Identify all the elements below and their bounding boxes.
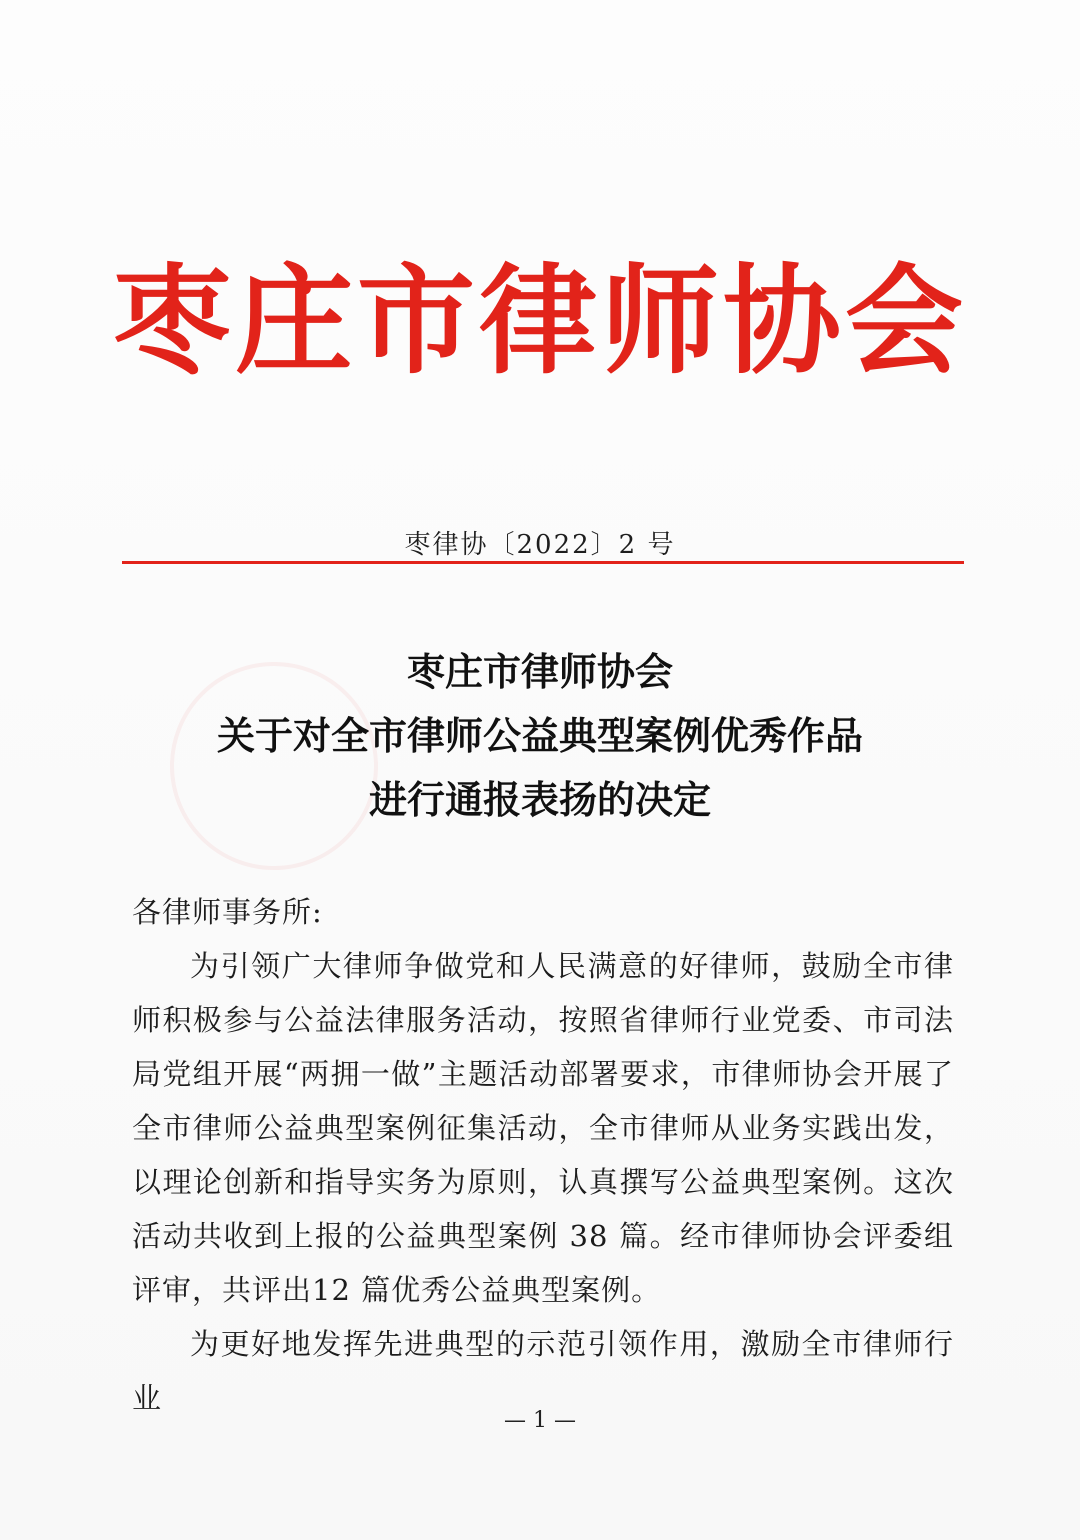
red-divider-line bbox=[122, 561, 964, 564]
document-number: 枣律协〔2022〕2 号 bbox=[404, 530, 676, 560]
paragraph-2: 为更好地发挥先进典型的示范引领作用，激励全市律师行业 bbox=[132, 1327, 954, 1415]
salutation: 各律师事务所: bbox=[132, 895, 323, 929]
paragraph-1: 为引领广大律师争做党和人民满意的好律师，鼓励全市律师积极参与公益法律服务活动，按照省律师行业党委、市司法局党组开展“两拥一做”主题活动部署要求，市律师协会开展了全市律师公益典型案例征集活动，全市律师从业务实践出发，以理论创新和指导实务为原则，认真撰写公益典型案例。这次活动共收到上报的公益典型案例 38 篇。经市律师协会评委组评审，共评出12 篇优秀公益典型案例。 bbox=[132, 949, 954, 1307]
page-number: — 1 — bbox=[504, 1408, 576, 1433]
title-line-2: 关于对全市律师公益典型案例优秀作品 bbox=[216, 714, 863, 758]
masthead-title: 枣庄市律师协会 bbox=[112, 252, 967, 390]
title-line-1: 枣庄市律师协会 bbox=[406, 650, 673, 694]
title-line-3: 进行通报表扬的决定 bbox=[368, 778, 711, 822]
document-body bbox=[132, 885, 954, 1425]
document-title bbox=[0, 640, 1080, 832]
